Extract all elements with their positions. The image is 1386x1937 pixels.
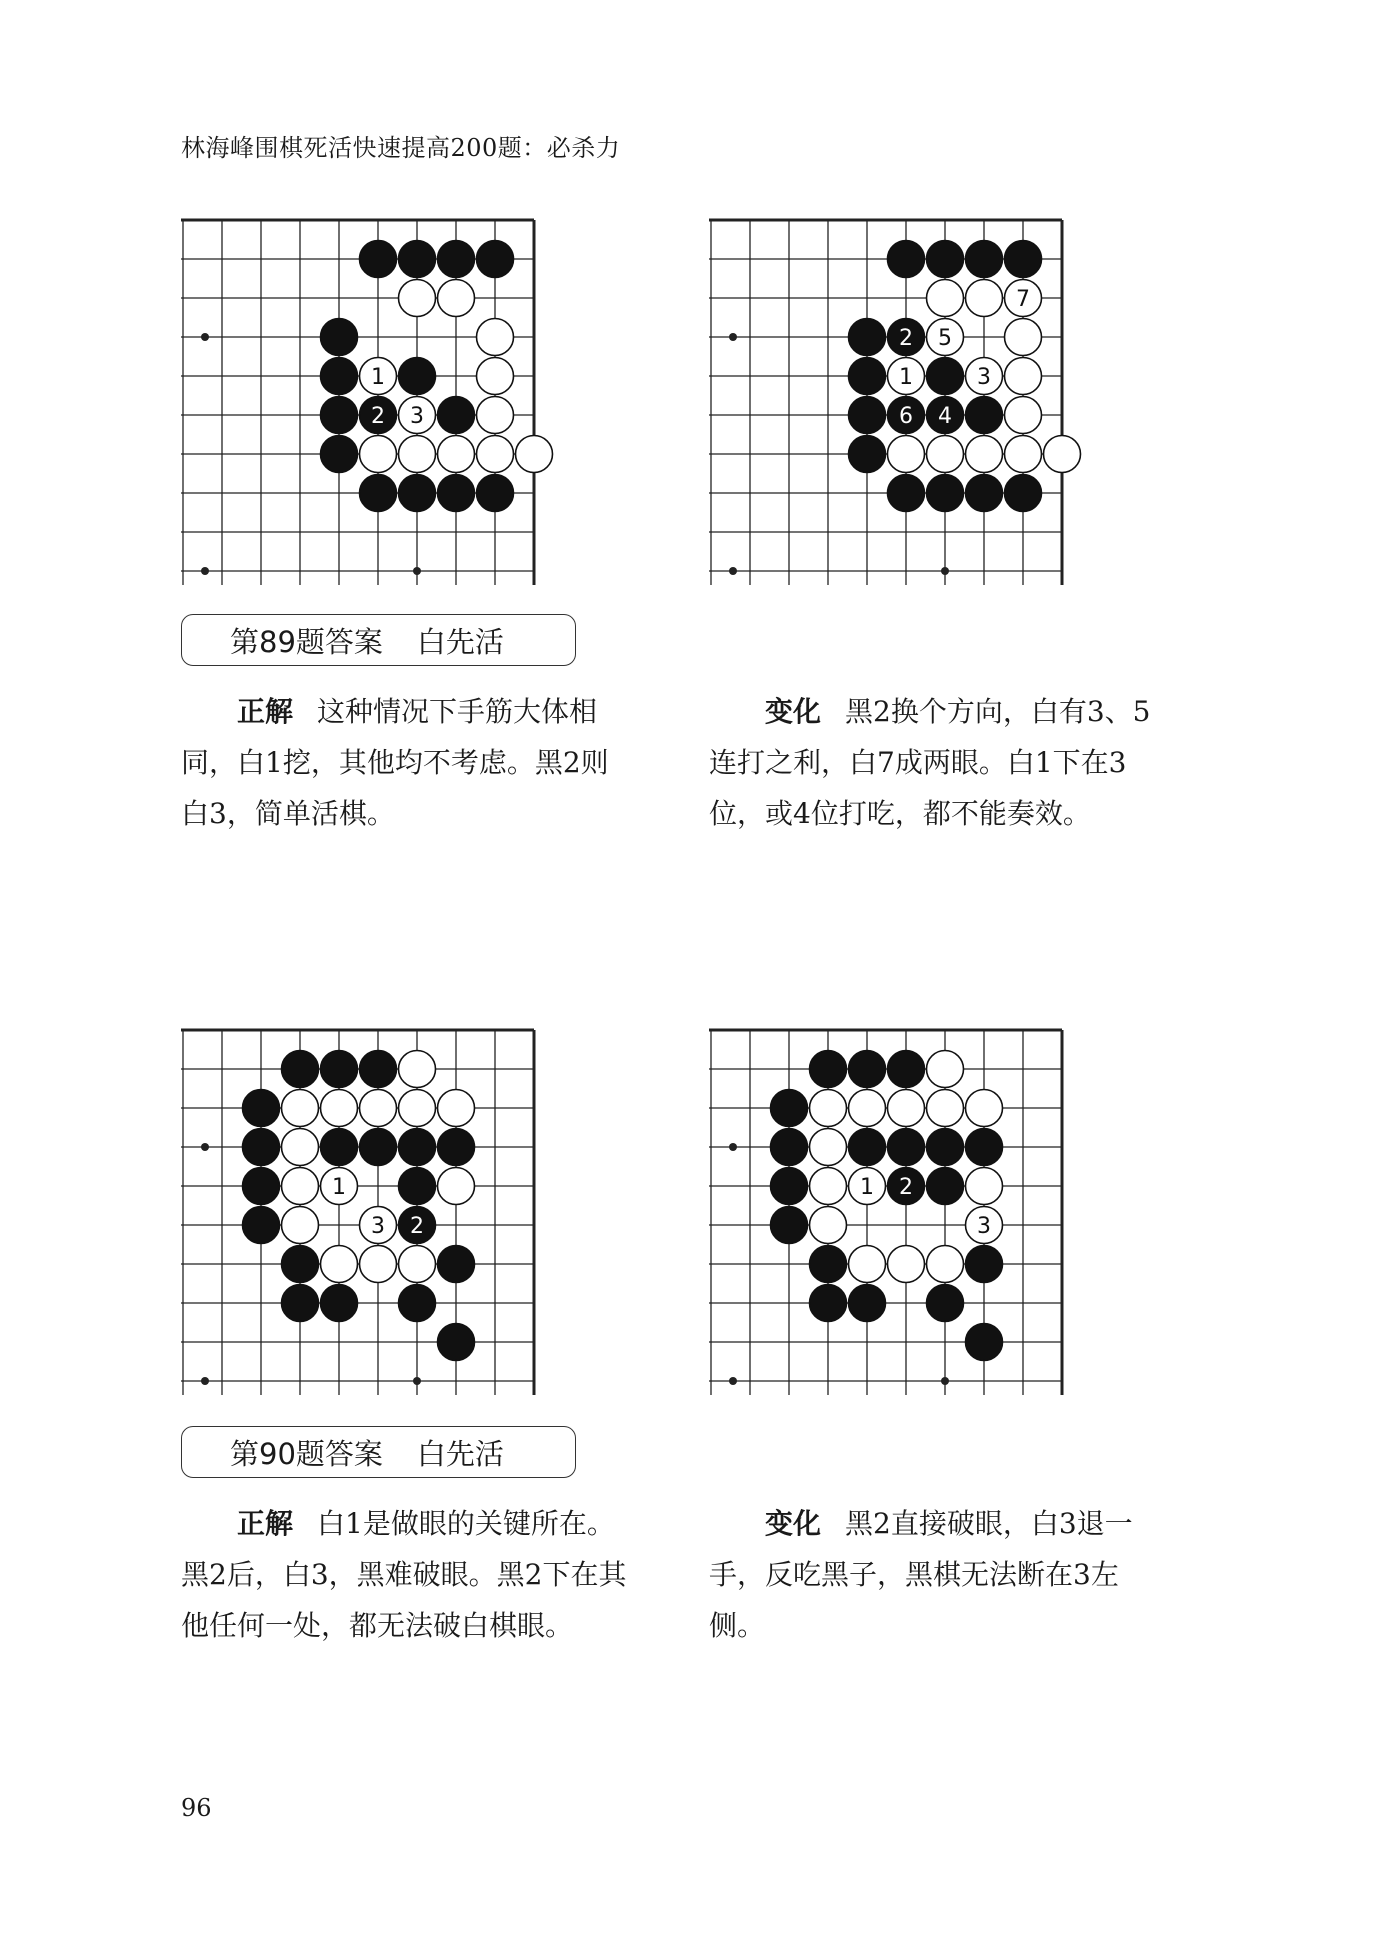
black-stone [477, 475, 514, 512]
black-stone [321, 1129, 358, 1166]
white-stone [477, 397, 514, 434]
white-stone [321, 1168, 358, 1205]
black-stone [438, 475, 475, 512]
stone-disc [888, 475, 925, 512]
black-stone [243, 1090, 280, 1127]
go-board-90-correct [181, 1028, 581, 1428]
black-stone [888, 241, 925, 278]
black-stone [399, 241, 436, 278]
stone-disc [438, 280, 475, 317]
solution-text [181, 1498, 636, 1651]
stone-disc [927, 475, 964, 512]
stone-disc [477, 475, 514, 512]
move-number: 4 [938, 404, 952, 429]
black-stone [927, 358, 964, 395]
stone-disc [1044, 436, 1081, 473]
black-stone [399, 1207, 436, 1244]
black-stone [888, 319, 925, 356]
black-stone [849, 358, 886, 395]
stone-disc [243, 1090, 280, 1127]
stone-disc [771, 1168, 808, 1205]
black-stone [360, 241, 397, 278]
star-point [941, 1377, 949, 1385]
black-stone [966, 1324, 1003, 1361]
white-stone [927, 436, 964, 473]
stone-disc [321, 1129, 358, 1166]
variation-text [709, 1498, 1164, 1651]
black-stone [477, 241, 514, 278]
board-grid [709, 218, 1109, 618]
white-stone [477, 319, 514, 356]
problem-caption [181, 614, 576, 666]
white-stone [927, 280, 964, 317]
black-stone [438, 1129, 475, 1166]
black-stone [360, 475, 397, 512]
white-stone [438, 280, 475, 317]
stone-disc [360, 1246, 397, 1283]
white-stone [321, 1246, 358, 1283]
stone-disc [438, 1090, 475, 1127]
star-point [729, 1143, 737, 1151]
star-point [729, 333, 737, 341]
white-stone [966, 280, 1003, 317]
stone-disc [438, 1324, 475, 1361]
white-stone [1044, 436, 1081, 473]
variation-body: 黑2换个方向，白有3、5连打之利，白7成两眼。白1下在3位，或4位打吃，都不能奏效。 [709, 695, 1151, 830]
star-point [201, 333, 209, 341]
stone-disc [477, 241, 514, 278]
stone-disc [849, 1090, 886, 1127]
stone-disc [477, 319, 514, 356]
stone-disc [321, 1090, 358, 1127]
star-point [201, 567, 209, 575]
move-number: 7 [1016, 287, 1030, 312]
stone-disc [888, 1051, 925, 1088]
black-stone [888, 1129, 925, 1166]
stone-disc [966, 241, 1003, 278]
black-stone [927, 241, 964, 278]
board-grid [181, 218, 581, 618]
black-stone [888, 475, 925, 512]
move-number: 1 [332, 1175, 346, 1200]
move-number: 1 [860, 1175, 874, 1200]
white-stone [966, 1090, 1003, 1127]
stone-disc [1005, 241, 1042, 278]
stone-disc [321, 358, 358, 395]
white-stone [1005, 436, 1042, 473]
white-stone [516, 436, 553, 473]
solution-lead: 正解 [237, 695, 294, 728]
stone-disc [810, 1129, 847, 1166]
white-stone [477, 358, 514, 395]
caption-number: 第90题答案 [230, 1436, 383, 1471]
stone-disc [927, 1129, 964, 1166]
move-number: 2 [410, 1214, 424, 1239]
black-stone [438, 241, 475, 278]
stone-disc [243, 1168, 280, 1205]
white-stone [399, 280, 436, 317]
stone-disc [399, 241, 436, 278]
white-stone [477, 436, 514, 473]
stone-disc [849, 1051, 886, 1088]
stone-disc [927, 280, 964, 317]
star-point [729, 567, 737, 575]
stone-disc [810, 1051, 847, 1088]
black-stone [966, 475, 1003, 512]
black-stone [966, 241, 1003, 278]
black-stone [438, 1324, 475, 1361]
white-stone [360, 436, 397, 473]
stone-disc [966, 280, 1003, 317]
stone-disc [849, 1246, 886, 1283]
black-stone [360, 397, 397, 434]
move-number: 1 [371, 365, 385, 390]
problem-caption [181, 1426, 576, 1478]
stone-disc [282, 1051, 319, 1088]
move-number: 2 [899, 326, 913, 351]
stone-disc [810, 1168, 847, 1205]
star-point [941, 567, 949, 575]
move-number: 2 [371, 404, 385, 429]
stone-disc [438, 1168, 475, 1205]
solution-text [181, 686, 636, 839]
stone-disc [282, 1285, 319, 1322]
star-point [729, 1377, 737, 1385]
white-stone [282, 1090, 319, 1127]
stone-disc [966, 1168, 1003, 1205]
variation-text [709, 686, 1164, 839]
stone-disc [888, 436, 925, 473]
white-stone [966, 436, 1003, 473]
move-number: 3 [410, 404, 424, 429]
black-stone [438, 397, 475, 434]
stone-disc [282, 1090, 319, 1127]
stone-disc [399, 280, 436, 317]
stone-disc [888, 241, 925, 278]
stone-disc [888, 1129, 925, 1166]
white-stone [966, 358, 1003, 395]
white-stone [399, 1090, 436, 1127]
stone-disc [966, 1246, 1003, 1283]
black-stone [321, 436, 358, 473]
solution-body: 白1是做眼的关键所在。黑2后，白3，黑难破眼。黑2下在其他任何一处，都无法破白棋眼。 [181, 1507, 627, 1642]
white-stone [849, 1090, 886, 1127]
black-stone [771, 1168, 808, 1205]
black-stone [321, 319, 358, 356]
white-stone [360, 358, 397, 395]
black-stone [849, 1285, 886, 1322]
star-point [413, 1377, 421, 1385]
stone-disc [399, 1090, 436, 1127]
stone-disc [360, 1051, 397, 1088]
black-stone [810, 1051, 847, 1088]
black-stone [1005, 475, 1042, 512]
go-board-89-correct [181, 218, 581, 618]
white-stone [1005, 358, 1042, 395]
black-stone [771, 1129, 808, 1166]
move-number: 6 [899, 404, 913, 429]
white-stone [888, 1090, 925, 1127]
white-stone [399, 397, 436, 434]
stone-disc [282, 1207, 319, 1244]
white-stone [399, 1051, 436, 1088]
stone-disc [849, 1285, 886, 1322]
white-stone [282, 1129, 319, 1166]
move-number: 5 [938, 326, 952, 351]
white-stone [849, 1246, 886, 1283]
black-stone [438, 1246, 475, 1283]
stone-disc [1005, 319, 1042, 356]
stone-disc [810, 1285, 847, 1322]
move-number: 3 [977, 365, 991, 390]
white-stone [321, 1090, 358, 1127]
stone-disc [399, 475, 436, 512]
black-stone [1005, 241, 1042, 278]
white-stone [849, 1168, 886, 1205]
stone-disc [888, 1090, 925, 1127]
stone-disc [321, 319, 358, 356]
black-stone [849, 319, 886, 356]
stone-disc [966, 1324, 1003, 1361]
black-stone [849, 436, 886, 473]
stone-disc [966, 1129, 1003, 1166]
white-stone [1005, 280, 1042, 317]
star-point [201, 1377, 209, 1385]
go-board-89-variation [709, 218, 1109, 618]
go-board-90-variation [709, 1028, 1109, 1428]
stone-disc [927, 1246, 964, 1283]
stone-disc [360, 241, 397, 278]
black-stone [243, 1168, 280, 1205]
white-stone [399, 436, 436, 473]
stone-disc [399, 1285, 436, 1322]
stone-disc [360, 1129, 397, 1166]
white-stone [438, 1168, 475, 1205]
white-stone [399, 1246, 436, 1283]
black-stone [888, 397, 925, 434]
move-number: 3 [371, 1214, 385, 1239]
black-stone [966, 1246, 1003, 1283]
stone-disc [966, 397, 1003, 434]
running-header: 林海峰围棋死活快速提高200题：必杀力 [181, 134, 621, 162]
white-stone [810, 1129, 847, 1166]
black-stone [399, 1129, 436, 1166]
white-stone [888, 1246, 925, 1283]
move-number: 3 [977, 1214, 991, 1239]
stone-disc [477, 436, 514, 473]
stone-disc [966, 1090, 1003, 1127]
white-stone [810, 1090, 847, 1127]
stone-disc [321, 1285, 358, 1322]
white-stone [282, 1207, 319, 1244]
stone-disc [810, 1090, 847, 1127]
black-stone [399, 358, 436, 395]
stone-disc [1005, 397, 1042, 434]
board-grid [181, 1028, 581, 1428]
black-stone [399, 1285, 436, 1322]
black-stone [771, 1207, 808, 1244]
solution-body: 这种情况下手筋大体相同，白1挖，其他均不考虑。黑2则白3，简单活棋。 [181, 695, 609, 830]
caption-task: 白先活 [416, 624, 504, 659]
white-stone [282, 1168, 319, 1205]
white-stone [927, 1246, 964, 1283]
black-stone [321, 1051, 358, 1088]
white-stone [1005, 397, 1042, 434]
black-stone [966, 1129, 1003, 1166]
stone-disc [399, 1168, 436, 1205]
black-stone [321, 1285, 358, 1322]
stone-disc [1005, 436, 1042, 473]
move-number: 1 [899, 365, 913, 390]
stone-disc [438, 397, 475, 434]
white-stone [1005, 319, 1042, 356]
stone-disc [477, 358, 514, 395]
stone-disc [360, 1090, 397, 1127]
stone-disc [399, 358, 436, 395]
stone-disc [282, 1168, 319, 1205]
stone-disc [810, 1207, 847, 1244]
page-number: 96 [181, 1794, 212, 1822]
black-stone [243, 1207, 280, 1244]
board-grid [709, 1028, 1109, 1428]
solution-lead: 正解 [237, 1507, 294, 1540]
black-stone [321, 397, 358, 434]
stone-disc [438, 475, 475, 512]
stone-disc [810, 1246, 847, 1283]
stone-disc [321, 436, 358, 473]
stone-disc [243, 1129, 280, 1166]
white-stone [966, 1207, 1003, 1244]
white-stone [927, 1090, 964, 1127]
stone-disc [438, 436, 475, 473]
variation-body: 黑2直接破眼，白3退一手，反吃黑子，黑棋无法断在3左侧。 [709, 1507, 1133, 1642]
stone-disc [321, 1051, 358, 1088]
stone-disc [849, 319, 886, 356]
stone-disc [438, 241, 475, 278]
black-stone [927, 397, 964, 434]
stone-disc [1005, 358, 1042, 395]
stone-disc [771, 1207, 808, 1244]
stone-disc [477, 397, 514, 434]
white-stone [966, 1168, 1003, 1205]
stone-disc [927, 1090, 964, 1127]
black-stone [282, 1051, 319, 1088]
black-stone [360, 1051, 397, 1088]
black-stone [810, 1285, 847, 1322]
stone-disc [282, 1246, 319, 1283]
stone-disc [282, 1129, 319, 1166]
black-stone [849, 1051, 886, 1088]
white-stone [927, 1051, 964, 1088]
black-stone [399, 475, 436, 512]
stone-disc [849, 436, 886, 473]
stone-disc [927, 1051, 964, 1088]
caption-number: 第89题答案 [230, 624, 383, 659]
stone-disc [399, 1246, 436, 1283]
white-stone [360, 1246, 397, 1283]
black-stone [282, 1285, 319, 1322]
stone-disc [399, 1051, 436, 1088]
stone-disc [927, 241, 964, 278]
variation-lead: 变化 [765, 695, 822, 728]
white-stone [438, 436, 475, 473]
white-stone [810, 1207, 847, 1244]
black-stone [321, 358, 358, 395]
stone-disc [516, 436, 553, 473]
white-stone [360, 1207, 397, 1244]
stone-disc [438, 1246, 475, 1283]
black-stone [399, 1168, 436, 1205]
stone-disc [438, 1129, 475, 1166]
variation-lead: 变化 [765, 1507, 822, 1540]
stone-disc [888, 1246, 925, 1283]
stone-disc [321, 1246, 358, 1283]
black-stone [888, 1051, 925, 1088]
stone-disc [771, 1129, 808, 1166]
black-stone [888, 1168, 925, 1205]
white-stone [927, 319, 964, 356]
stone-disc [927, 358, 964, 395]
black-stone [849, 1129, 886, 1166]
black-stone [243, 1129, 280, 1166]
star-point [201, 1143, 209, 1151]
white-stone [360, 1090, 397, 1127]
stone-disc [849, 1129, 886, 1166]
black-stone [927, 1168, 964, 1205]
move-number: 2 [899, 1175, 913, 1200]
black-stone [927, 1285, 964, 1322]
black-stone [360, 1129, 397, 1166]
stone-disc [966, 475, 1003, 512]
stone-disc [1005, 475, 1042, 512]
stone-disc [360, 475, 397, 512]
black-stone [927, 1129, 964, 1166]
stone-disc [771, 1090, 808, 1127]
stone-disc [849, 358, 886, 395]
black-stone [282, 1246, 319, 1283]
stone-disc [849, 397, 886, 434]
stone-disc [321, 397, 358, 434]
stone-disc [243, 1207, 280, 1244]
stone-disc [360, 436, 397, 473]
stone-disc [927, 1285, 964, 1322]
black-stone [810, 1246, 847, 1283]
stone-disc [927, 1168, 964, 1205]
white-stone [810, 1168, 847, 1205]
black-stone [771, 1090, 808, 1127]
black-stone [927, 475, 964, 512]
star-point [413, 567, 421, 575]
white-stone [888, 358, 925, 395]
stone-disc [966, 436, 1003, 473]
white-stone [438, 1090, 475, 1127]
caption-task: 白先活 [416, 1436, 504, 1471]
stone-disc [927, 436, 964, 473]
black-stone [849, 397, 886, 434]
white-stone [888, 436, 925, 473]
stone-disc [399, 1129, 436, 1166]
stone-disc [399, 436, 436, 473]
black-stone [966, 397, 1003, 434]
